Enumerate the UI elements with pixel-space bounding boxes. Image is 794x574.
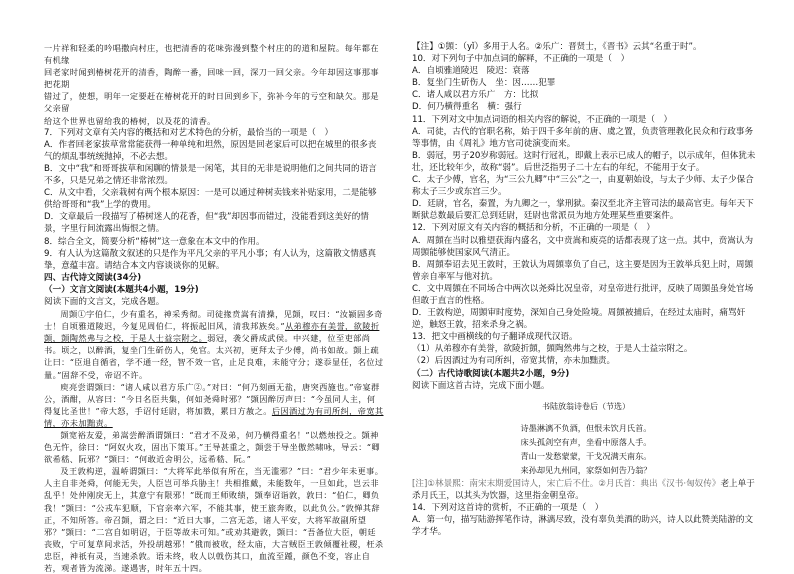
question-13-sentence-1: （1）从弟穆亦有美誉，欲陵折顗，顗陶然弗与之校，于是人士益宗附之。 (412, 344, 693, 355)
poem-line: 来孙却见九州同，家祭如何告乃翁？ (520, 465, 652, 476)
classical-paragraph-3: 顗宽裕友爱，弟嵩尝醉酒谓顗曰：“君才不及弟，何乃横得重名！”以燃烛投之。顗神色无忤，徐曰：“阿奴火攻，固出下策耳。”王导甚重之，顗尝于导坐傲然啸咏，导云：“卿欲希嵇、阮邪？”顗曰：“何敢近舍明公，远希嵇、阮。” (44, 430, 380, 465)
passage-line: 回老家时闻到椿树花开的清香，陶醉一番，回味一回，深刀一回父亲。今年却因这事那事把花期 (44, 67, 379, 90)
question-7-option-c: C．从文中看，父亲栽树有两个根本原因：一是可以通过种树卖钱来补贴家用，二是能够供给哥哥和“我”上学的费用。 (44, 188, 377, 211)
poem-note-part-2: 老上单于杀月氏王，以其头为饮器，这里指金朝皇帝。 (412, 478, 755, 501)
question-11-option-c: C．太子少傅，官名，为“三公九卿”中“三公”之一，由夏朝始设，与太子少师、太子少保合称太子三少或东宫三少。 (412, 175, 754, 198)
question-11-stem: 11．下列对文中加点词语的相关内容的解说，不正确的一项是（ ） (412, 114, 673, 125)
question-11-option-b: B．弱冠，男子20岁称弱冠。这时行冠礼，即戴上表示已成人的帽子，以示成年，但体犹未壮，还比较年少，故称“弱”。后世泛指男子二十左右的年纪，不能用于女子。 (412, 150, 756, 173)
poem-line: 床头孤剑空有声，坐看中原落人手。 (520, 436, 652, 447)
question-14-option-a: A．第一句，描写陆游挥笔作诗，淋漓尽致，没有辜负美酒的助兴，诗人以此赞美陆游的文学才华。 (412, 514, 754, 537)
classical-paragraph-4: 及王敦构逆，温峤谓顗曰：“大将军此举似有所在，当无滥邪？”曰：“君少年未更事。人主自非尧舜，何能无失，人臣岂可举兵胁主！共相推戴，未能数年，一旦如此，岂云非乱乎！处仲刚戾无上，其意宁有限邪！”既而王师败绩，顗奉诏诣敦，敦曰：“伯仁，卿负我！”顗曰：“公戎车犯顺，下官亲率六军，不能其事，使王旅奔败，以此负公。”敦惮其辞正，不知所答。帝召顗，谓之曰：“近日大事，二宫无恙，诸人平安，大将军故副所望邪？”顗曰：“二宫自如明诏，于臣等故未可知。”或劝其避敦，顗曰：“吾备位大臣，朝廷丧败，宁可复草间求活，外投胡越邪！”俄而被收，经太庙，大言贼臣王敦倾覆社稷，枉杀忠臣，神祇有灵，当速杀敦。语未终，收人以戟伤其口，血流至踵，颜色不变，容止自若，观者皆为流涕。遂遇害，时年五十四。 (44, 466, 384, 574)
subsection-heading-classical: （一）文言文阅读(本题共4小题，19分) (44, 284, 199, 295)
poem-note-part-1: [注]①林景熙：南宋末期爱国诗人，宋亡后不仕。②月氏首：典出《汉书·匈奴传》 (412, 478, 721, 489)
classical-text: 庾亮尝谓顗曰：“诸人咸以君方乐广②。”对曰：“何乃刻画无盐，唐突西施也。”帝宴群公，酒酣，从容曰：“今日名臣共集，何如尧舜时邪？”顗因醉厉声曰：“今虽同人主，何得复比圣世！”帝大怒，手诏付廷尉，将加戮，累日方赦之。 (44, 381, 380, 416)
annotation-note: 【注】①顗：（yǐ）多用于人名。②乐广：晋贤士，《晋书》云其“名重于时”。 (412, 42, 702, 52)
classical-paragraph-2 (44, 381, 384, 429)
underlined-sentence-1: 从弟穆亦有美誉，欲陵折顗，顗陶然弗与之校，于是人士益宗附之。 (44, 321, 380, 344)
subsection-heading-poetry: （二）古代诗歌阅读(本题共2小题，9分) (412, 368, 570, 379)
classical-text: 周顗①字伯仁，少有重名，神采秀彻。司徒掾贲嵩有清操，见顗，叹曰：“汝颍固多奇士！自顷雅道陵迟，今复见周伯仁，将振起旧风，清我邦族矣。” (44, 309, 383, 332)
question-13-stem: 13．把文中画横线的句子翻译成现代汉语。 (412, 332, 578, 343)
poem-note (412, 478, 760, 502)
question-13-sentence-2: （2）后因酒过为有司所纠，帝宽其情，亦未加黜责。 (412, 356, 616, 367)
question-7-option-a: A．作者回老家拔草常常能获得一种单纯和坦然，原因是回老家后可以把在城里的很多丧气的烦乱事统统抛掉，不必去想。 (44, 139, 377, 162)
question-7-stem: 7．下列对文章有关内容的概括和对艺术特色的分析，最恰当的一项是（ ） (44, 127, 334, 138)
question-12-stem: 12．下列对原文有关内容的概括和分析，不正确的一项是（ ） (412, 223, 655, 234)
question-10-option-d: D．何乃横得重名 横：强行 (412, 102, 522, 113)
question-11-option-a: A．司徒，古代的官职名称，始于四千多年前的唐、虞之置，负责管理教化民众和行政事务等事情，由《周礼》地方官司徒演变而来。 (412, 126, 754, 149)
classical-text: 弱冠，袭父爵成武侯。中兴建，位至吏部尚书。顷之，以醉酒，复坐门生斫伤人，免官。太兴初，更拜太子少傅，尚书如故。顗上疏让曰：“臣退自循省，学不通一经，智不效一官，止足良难，未能守分；遂忝显任，名位过量。”固辞不受，帝诏不许。 (44, 333, 384, 380)
question-10-option-b: B．复坐门生斫伤人 坐：因……犯罪 (412, 78, 556, 89)
question-9: 9．有人认为这篇散文叙述的只是作为平凡父亲的平凡小事；有人认为，这篇散文情感真挚，意蕴丰富。请结合本文内容谈谈你的见解。 (44, 248, 377, 271)
passage-line: 给这个世界也留给我的椿树，以及花的清香。 (44, 115, 216, 126)
right-column (412, 41, 760, 538)
question-12-option-b: B．周顗奉诏去见王敦时，王敦认为周顗辜负了自己，这主要是因为王敦举兵犯上时，周顗曾亲自率军与他对抗。 (412, 259, 754, 282)
left-column (44, 42, 384, 574)
poem-line: 青山一发愁蒙蒙，干戈况满天南东。 (520, 451, 652, 462)
passage-line: 一片祥和轻柔的吟唱撒向村庄，也把清香的花味弥漫到整个村庄的的道和屋院。每年都在有机缘 (44, 43, 379, 66)
poem-instruction: 阅读下面这首古诗，完成下面小题。 (412, 380, 550, 391)
section-heading-4: 四、古代诗文阅读(34分) (44, 272, 142, 283)
question-12-option-c: C．文中周顗在不同场合中两次以尧舜比况皇帝，对皇帝进行批评，反映了周顗虽身处官场但敢于直言的性格。 (412, 283, 754, 306)
underlined-sentence-2: 后因酒过为有司所纠，帝宽其情，亦未加黜责。 (44, 405, 384, 428)
question-10-option-c: C．诸人咸以君方乐广 方：比拟 (412, 90, 539, 101)
question-11-option-d: D．廷尉，官名，秦置，为九卿之一，掌刑狱。秦汉至北齐主管司法的最高官吏。每年天下断狱总数最后要汇总到廷尉，廷尉也常派员为地方处理某些重要案件。 (412, 199, 754, 222)
question-10-stem: 10．对下列句子中加点词的解释，不正确的一项是（ ） (412, 54, 630, 65)
poem-line: 诗墨淋漓不负酒，但恨未饮月氏首。 (520, 422, 652, 433)
question-14-stem: 14．下列对这首诗的赏析，不正确的一项是（ ） (412, 502, 604, 513)
question-7-option-d: D．文章最后一段描写了椿树迷人的花香，但“我”却因事而错过，没能看到这美好的情景，字里行间流露出悔恨之情。 (44, 212, 369, 235)
reading-instruction: 阅读下面的文言文，完成各题。 (44, 296, 165, 307)
question-10-option-a: A．自顷雅道陵迟 陵迟：衰落 (412, 66, 530, 77)
classical-paragraph-1 (44, 308, 384, 381)
question-12-option-a: A．周顗在当时以雅望获海内盛名，文中贲嵩和庾亮的话都表现了这一点。其中，贲嵩认为周顗能够使国家风气清正。 (412, 235, 754, 258)
question-7-option-b: B．文中“我”和哥哥拔草和闲聊的情景是一闲笔，其目的无非是说明他们之间共同的语言不多，只是兄弟之情还非常浓烈。 (44, 163, 377, 187)
question-8: 8．综合全文，简要分析“椿树”这一意象在本文中的作用。 (44, 236, 265, 247)
question-12-option-d: D．王敦构逆，周顗审时度势，深知自己身处险境。周顗被捕后，在经过太庙时，痛骂奸逆，触怒王敦，招来杀身之祸。 (412, 308, 746, 331)
poem-title: 书陆放翁诗卷后（节选） (542, 401, 630, 411)
passage-line: 错过了，使想，明年一定要赶在椿树花开的时日回到乡下，弥补今年的亏空和缺欠。那是父亲留 (44, 91, 379, 114)
